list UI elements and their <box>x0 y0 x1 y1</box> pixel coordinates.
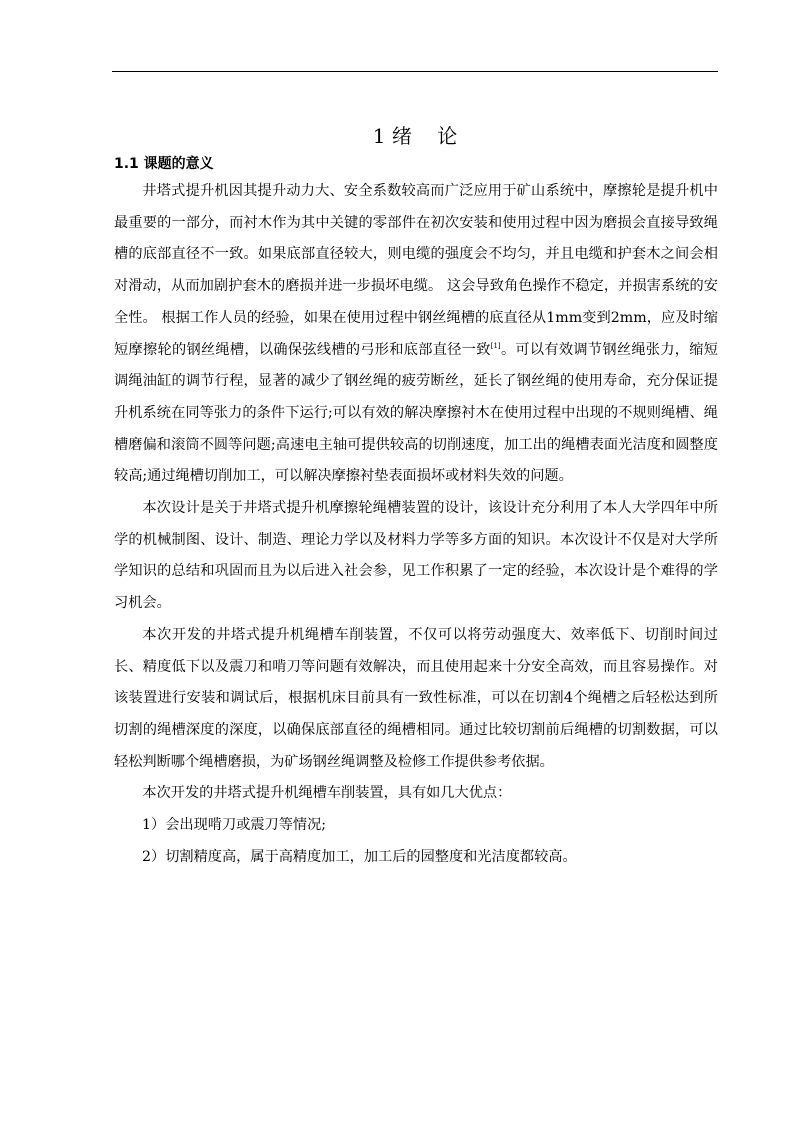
body-text <box>114 176 718 873</box>
paragraph-3: 本次开发的井塔式提升机绳槽车削装置，不仅可以将劳动强度大、效率低下、切削时间过长、精度低下以及震刀和啃刀等问题有效解决，而且使用起来十分安全高效，而且容易操作。对该装置进行安装和调试后，根据机床目前具有一致性标准，可以在切割4个绳槽之后轻松达到所切割的绳槽深度的深度，以确保底部直径的绳槽相同。通过比较切割前后绳槽的切割数据，可以轻松判断哪个绳槽磨损，为矿场钢丝绳调整及检修工作提供参考依据。 <box>114 626 718 770</box>
list-item-1: 1）会出现啃刀或震刀等情况; <box>142 817 327 834</box>
paragraph-1-text-a: 井塔式提升机因其提升动力大、安全系数较高而广泛应用于矿山系统中，摩擦轮是提升机中最重要的一部分，而衬木作为其中关键的零部件在初次安装和使用过程中因为磨损会直接导致绳槽的底部直径不一致。如果底部直径较大，则电缆的强度会不均匀，并且电缆和护套木之间会相对滑动，从而加剧护套木的磨损并进一步损坏电缆。 这会导致角色操作不稳定，并损害系统的安全性。 根据工作人员的经验，如果在使用过程中钢丝绳槽的底直径从1mm变到2mm，应及时缩短摩擦轮的钢丝绳槽，以确保弦线槽的弓形和底部直径一致 <box>114 183 718 358</box>
header-rule <box>112 71 718 72</box>
paragraph-2: 本次设计是关于井塔式提升机摩擦轮绳槽装置的设计，该设计充分利用了本人大学四年中所学的机械制图、设计、制造、理论力学以及材料力学等多方面的知识。本次设计不仅是对大学所学知识的总结和巩固而且为以后进入社会参，见工作积累了一定的经验，本次设计是个难得的学习机会。 <box>114 500 718 612</box>
citation-reference: [1] <box>490 341 501 350</box>
paragraph-1 <box>114 176 718 493</box>
paragraph-1-text-b: 。可以有效调节钢丝绳张力，缩短调绳油缸的调节行程，显著的减少了钢丝绳的疲劳断丝，延长了钢丝绳的使用寿命，充分保证提升机系统在同等张力的条件下运行;可以有效的解决摩擦衬木在使用过程中出现的不规则绳槽、绳槽磨偏和滚筒不圆等问题;高速电主轴可提供较高的切削速度，加工出的绳槽表面光洁度和圆整度较高;通过绳槽切削加工，可以解决摩擦衬垫表面损坏或材料失效的问题。 <box>114 341 718 485</box>
list-item-2: 2）切割精度高，属于高精度加工，加工后的园整度和光洁度都较高。 <box>142 848 577 865</box>
paragraph-4: 本次开发的井塔式提升机绳槽车削装置，具有如几大优点： <box>142 785 512 802</box>
chapter-title: 1 绪 论 <box>372 124 458 148</box>
section-heading: 1.1 课题的意义 <box>114 156 214 172</box>
